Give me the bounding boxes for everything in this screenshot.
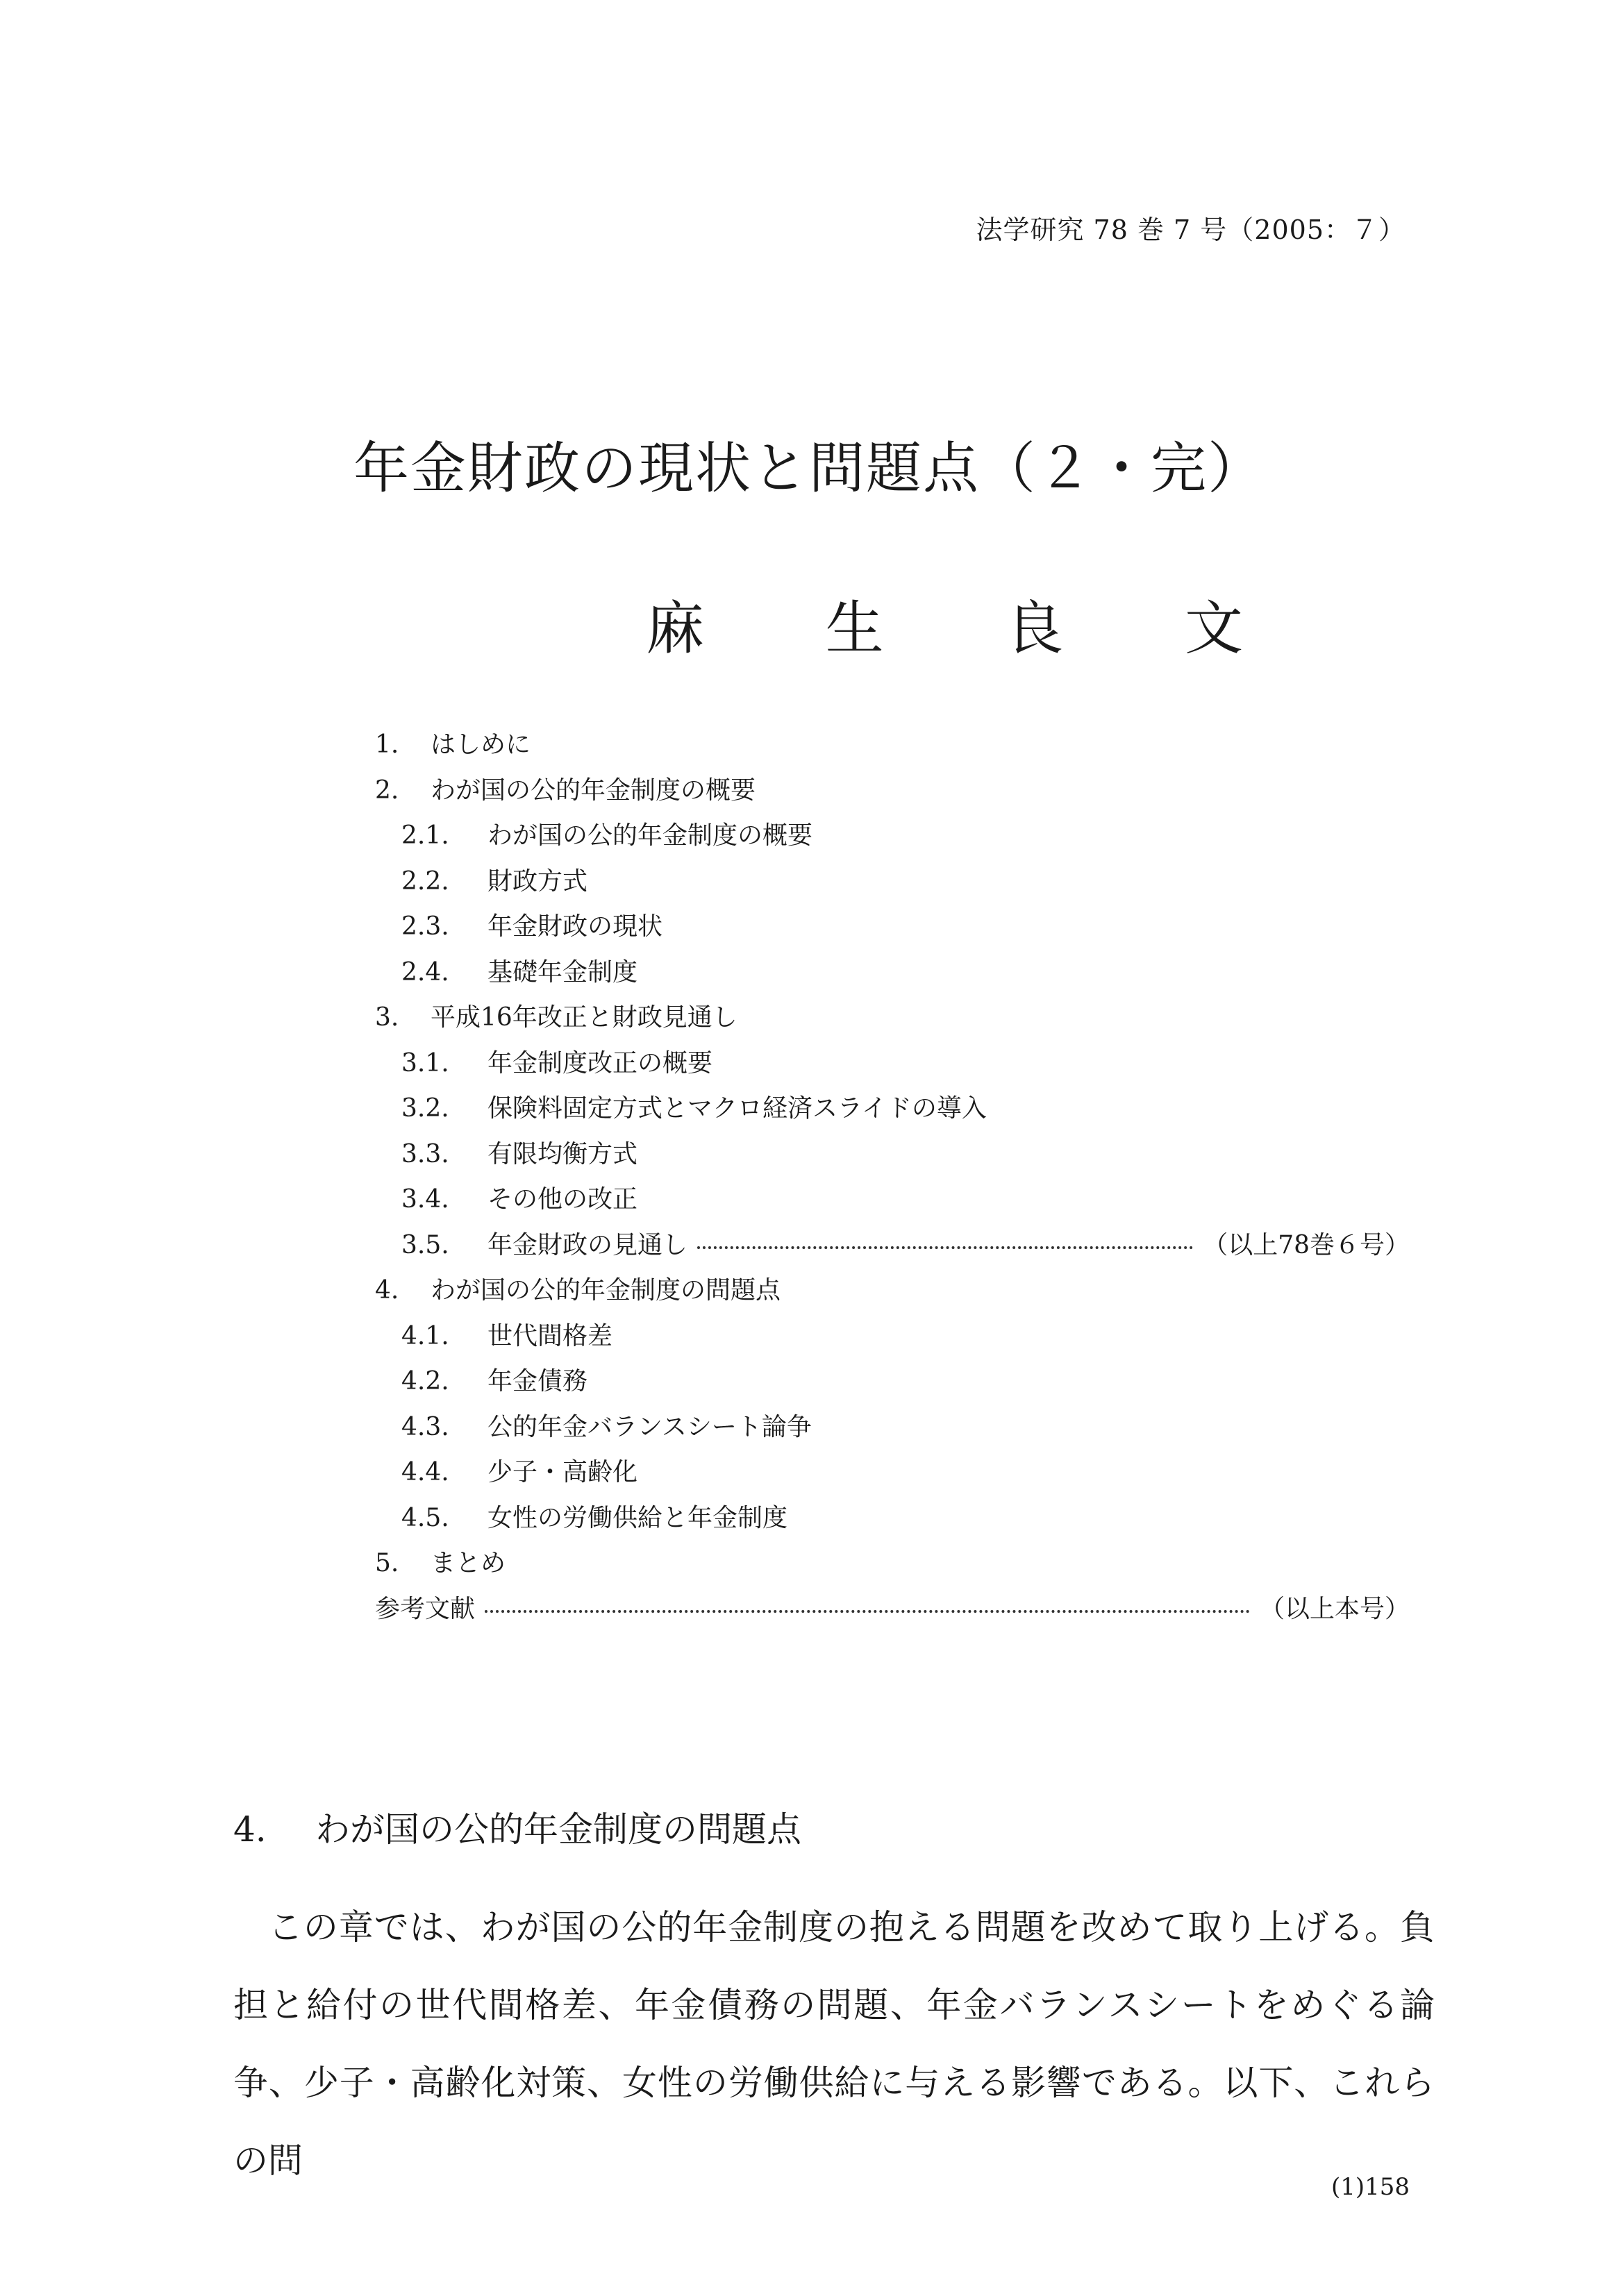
toc-entry-number: 2.3. [401, 912, 449, 941]
toc-entry-number: 2.1. [401, 821, 449, 850]
toc-entry [375, 995, 1410, 1041]
journal-header: 法学研究 78 巻 7 号（2005：７） [976, 215, 1406, 245]
toc-entry-label: 財政方式 [487, 866, 588, 896]
toc-entry [375, 1359, 1410, 1405]
toc-entry-number: 4. [375, 1276, 399, 1305]
article-title: 年金財政の現状と問題点（２・完） [353, 435, 1265, 501]
toc-entry [375, 768, 1410, 814]
section-title: わが国の公的年金制度の問題点 [315, 1809, 801, 1850]
author-char: 文 [1184, 594, 1243, 662]
toc-entry-number: 4.2. [401, 1367, 449, 1396]
toc-entry-number: 3.2. [401, 1094, 449, 1123]
toc-entry-label: 年金財政の見通し [487, 1230, 688, 1259]
toc-entry-label: 世代間格差 [487, 1321, 613, 1350]
toc-entry-label: 少子・高齢化 [487, 1458, 638, 1486]
toc-entry-number: 2. [375, 776, 399, 805]
author-char: 良 [1005, 594, 1064, 662]
toc-entry-number: 3.4. [401, 1185, 449, 1214]
body-paragraph: この章では、わが国の公的年金制度の抱える問題を改めて取り上げる。負担と給付の世代間格差、年金債務の問題、年金バランスシートをめぐる論争、少子・高齢化対策、女性の労働供給に与える影響である。以下、これらの問 [233, 1907, 1435, 2181]
toc-entry-number: 3.5. [401, 1230, 449, 1259]
toc-entry [375, 1268, 1410, 1314]
section-heading [233, 1802, 801, 1852]
toc-entry-number: 4.3. [401, 1412, 449, 1441]
author-char: 生 [825, 594, 884, 662]
toc-entry-label: その他の改正 [487, 1185, 638, 1214]
table-of-contents [375, 722, 1410, 1632]
toc-entry-label: わが国の公的年金制度の概要 [431, 776, 756, 805]
toc-entry [375, 1223, 1410, 1268]
toc-entry-label: 年金債務 [487, 1367, 588, 1396]
toc-entry-label: わが国の公的年金制度の問題点 [431, 1276, 781, 1305]
toc-entry [375, 950, 1410, 996]
toc-entry [375, 1314, 1410, 1359]
toc-entry [375, 813, 1410, 859]
toc-entry-note: （以上本号） [1259, 1594, 1410, 1623]
toc-entry-label: 年金財政の現状 [487, 912, 663, 941]
toc-dot-leader [485, 1610, 1250, 1613]
toc-entry-label: 基礎年金制度 [487, 957, 638, 987]
author-char: 麻 [646, 594, 705, 662]
toc-entry [375, 722, 1410, 768]
toc-entry-label: 公的年金バランスシート論争 [487, 1412, 812, 1441]
toc-entry-label: まとめ [431, 1549, 506, 1577]
toc-entry-number: 4.4. [401, 1458, 449, 1486]
toc-entry-label: 有限均衡方式 [487, 1139, 638, 1168]
toc-entry-number: 3.3. [401, 1139, 449, 1168]
toc-entry [375, 1041, 1410, 1087]
toc-entry [375, 904, 1410, 950]
toc-entry-label: 平成16年改正と財政見通し [431, 1003, 737, 1032]
toc-entry-number: 4.1. [401, 1321, 449, 1350]
toc-entry-number: 4.5. [401, 1503, 449, 1532]
toc-entry [375, 1086, 1410, 1132]
toc-entry [375, 1541, 1410, 1586]
toc-entry-note: （以上78巻６号） [1203, 1230, 1410, 1259]
toc-entry-number: 5. [375, 1549, 399, 1577]
toc-entry-label: はしめに [431, 730, 531, 759]
toc-entry-label: 保険料固定方式とマクロ経済スライドの導入 [487, 1094, 987, 1123]
toc-entry [375, 1132, 1410, 1178]
toc-entry [375, 1405, 1410, 1450]
toc-entry [375, 1586, 1410, 1632]
page-number: (1)158 [1331, 2173, 1410, 2201]
toc-entry [375, 1495, 1410, 1541]
toc-dot-leader [697, 1246, 1193, 1249]
toc-entry [375, 1450, 1410, 1495]
toc-entry-number: 3. [375, 1003, 399, 1032]
toc-entry-label: 女性の労働供給と年金制度 [487, 1503, 788, 1532]
toc-entry-number: 1. [375, 730, 399, 759]
toc-entry-number: 2.2. [401, 866, 449, 896]
toc-entry-label: 年金制度改正の概要 [487, 1048, 713, 1078]
section-number: 4. [233, 1809, 267, 1850]
author-name [646, 582, 1243, 666]
toc-entry-number: 2.4. [401, 957, 449, 987]
toc-entry [375, 859, 1410, 905]
toc-entry-number: 3.1. [401, 1048, 449, 1078]
toc-entry [375, 1177, 1410, 1223]
toc-entry-label: 参考文献 [375, 1594, 476, 1623]
toc-entry-label: わが国の公的年金制度の概要 [487, 821, 813, 850]
